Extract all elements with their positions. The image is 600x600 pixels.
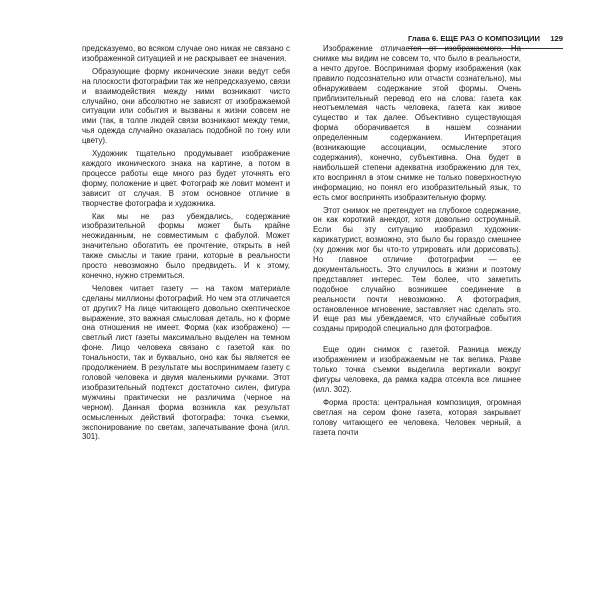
paragraph: Форма проста: центральная композиция, огромная светлая на сером фоне газета, которая закрывает голову читающего ее человека. Человек черный, а газета почти [313, 397, 521, 437]
left-text-column [82, 44, 290, 445]
paragraph: Еще один снимок с газетой. Разница между изображением и изображаемым не так велика. Разве только точка съемки выделила вертикали вокруг фигуры человека, да рамка кадра отсекла все лишнее (илл. 302). [313, 345, 521, 394]
paragraph: Этот снимок не претендует на глубокое содержание, он как короткий анекдот, хотя довольно остроумный. Если бы эту ситуацию изобразил художник-карикатурист, возможно, это было бы гораздо смешнее (ху дожник мог бы что-то утрировать или дорисовать). Но главное отличие фотографии — ее документальность. Это случилось в жизни и поэтому представляет интерес. Тем более, что заметить подобное случайно возникшее соединение в реальности почти невозможно. А фотография, остановленное мгновение, заставляет нас сделать это. И еще раз мы убеждаемся, что случайные события созданы природой специально для фотографов. [313, 205, 521, 334]
paragraph: Как мы не раз убеждались, содержание изобразительной формы может быть крайне неожиданным, не совместимым с фабулой. Может значительно обогатить ее прочтение, открыть в ней также смыслы и такие грани, которые в реальности просто невозможно было предвидеть. И к этому, конечно, нужно стремиться. [82, 211, 290, 280]
paragraph: предсказуемо, во всяком случае оно никак не связано с изображенной ситуацией и не раскрывает ее значения. [82, 44, 290, 63]
paragraph: Художник тщательно продумывает изображение каждого иконического знака на картине, а потом в процессе работы еще много раз будет уточнять его форму, положение и цвет. Фотограф же ловит момент и зависит от случая. В этом основное отличие в творчестве фотографа и художника. [82, 149, 290, 208]
paragraph: Изображение отличается от изображаемого. На снимке мы видим не совсем то, что было в реальности, а нечто другое. Воспринимая форму изображения (как правило подсознательно или отчасти сознательно), мы обнаруживаем содержание этой формы. Очень приблизительный перевод его на слова: газета как неотъемлемая часть человека, газета как живое существо и так далее. Объективно существующая форма оборачивается в нашем сознании определенным содержанием. Интерпретация (возникающие ассоциации, осмысление этого содержания), конечно, субъективна. Она будет в наибольшей степени адекватна изображению для тех, кто воспринял в этом снимке не только поверхностную информацию, но понял его изобразительный язык, то есть смог воспринять изобразительную форму. [313, 44, 521, 202]
right-text-column [313, 44, 521, 440]
page-number: 129 [550, 34, 563, 43]
chapter-title: Глава 6. ЕЩЕ РАЗ О КОМПОЗИЦИИ [408, 34, 540, 43]
paragraph: Образующие форму иконические знаки ведут себя на плоскости фотографии так же непредсказуемо, связи и взаимодействия между ними возникают чисто случайно, они абсолютно не зависят от изображаемой ситуации или события и вызваны к жизни совсем не ими (так, в толпе людей связи возникают между теми, чья одежда случайно оказалась подобной по тону или цвету). [82, 66, 290, 146]
paragraph: Человек читает газету — на таком материале сделаны миллионы фотографий. Но чем эта отличается от других? На лице читающего довольно скептическое выражение, это важная смысловая деталь, но к форме она отношения не имеет. Форма (как изображено) — светлый лист газеты максимально выделен на темном фоне. Лицо человека связано с газетой как по тональности, так и буквально, оно как бы является ее продолжением. В результате мы воспринимаем газету с головой человека и двумя маленькими ручками. Этот изобразительный подтекст достаточно силен, фигура мужчины практически не различима (черное на черном). Данная форма возникла как результат осмысленных действий фотографа: точка съемки, экспонирование по светам, запечатывание фона (илл. 301). [82, 283, 290, 442]
